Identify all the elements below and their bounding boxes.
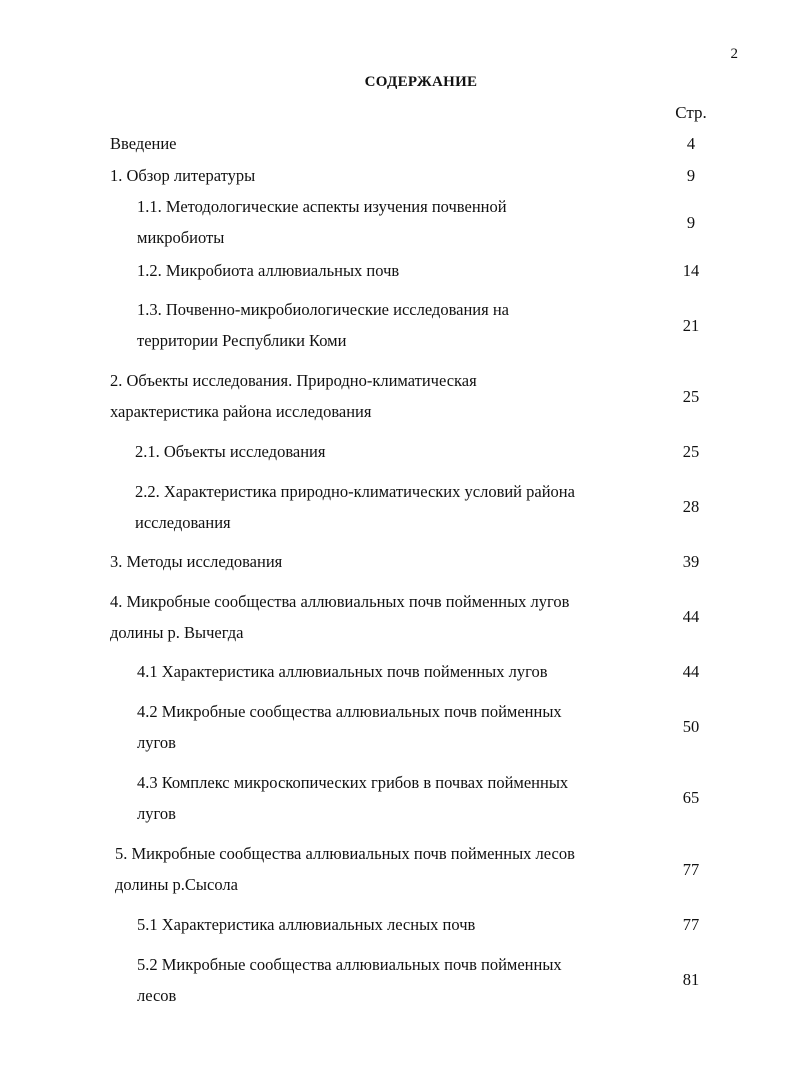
toc-entry-title: 1.2. Микробиота аллювиальных почв	[137, 261, 400, 280]
toc-entry-title-continued: лугов	[137, 804, 176, 823]
toc-entry-title: 1.1. Методологические аспекты изучения почвенной	[137, 197, 507, 216]
toc-entry-title: 5.2 Микробные сообщества аллювиальных почв пойменных	[137, 955, 562, 974]
toc-entry-page: 25	[682, 387, 700, 406]
toc-entry-title: 1. Обзор литературы	[110, 166, 256, 185]
toc-entry-title: 2. Объекты исследования. Природно-климатическая	[110, 371, 477, 390]
toc-entry-title-continued: долины р.Сысола	[115, 875, 238, 894]
toc-entry-page: 21	[682, 316, 700, 335]
toc-entry-title: 2.2. Характеристика природно-климатических условий района	[135, 482, 575, 501]
toc-entry-page: 25	[682, 442, 700, 461]
toc-entry-title-continued: микробиоты	[137, 228, 225, 247]
toc-entry-page: 9	[686, 213, 696, 232]
toc-entry	[0, 128, 796, 160]
toc-entry-title-continued: исследования	[135, 513, 231, 532]
toc-entry-title: 4.3 Комплекс микроскопических грибов в почвах пойменных	[137, 773, 569, 792]
toc-entry	[0, 436, 796, 468]
toc-entry-title-continued: лесов	[137, 986, 177, 1005]
toc-entry-page: 28	[682, 497, 700, 516]
toc-entry	[0, 160, 796, 192]
toc-entry-title-continued: территории Республики Коми	[137, 331, 347, 350]
toc-entry-page: 44	[682, 662, 700, 681]
page-column-header: Стр.	[675, 103, 707, 122]
toc-entry-title: 4. Микробные сообщества аллювиальных почв пойменных лугов	[110, 592, 570, 611]
toc-entry-page: 77	[682, 860, 700, 879]
toc-entry-page: 81	[682, 970, 700, 989]
toc-entry-title: 5.1 Характеристика аллювиальных лесных почв	[137, 915, 476, 934]
toc-entry	[0, 838, 796, 901]
toc-entry-title: 4.1 Характеристика аллювиальных почв пойменных лугов	[137, 662, 548, 681]
toc-entry	[0, 767, 796, 830]
toc-entry-page: 14	[682, 261, 700, 280]
toc-entry	[0, 546, 796, 578]
toc-entry	[0, 909, 796, 941]
toc-entry	[0, 696, 796, 759]
toc-entry-title: 3. Методы исследования	[110, 552, 283, 571]
toc-entry-title: 2.1. Объекты исследования	[135, 442, 326, 461]
toc-entry-page: 65	[682, 788, 700, 807]
toc-entry-page: 39	[682, 552, 700, 571]
toc-entry-title-continued: лугов	[137, 733, 176, 752]
toc-entry-title-continued: долины р. Вычегда	[110, 623, 244, 642]
toc-entry	[0, 255, 796, 287]
toc-entry	[0, 586, 796, 649]
page-number: 2	[730, 46, 738, 62]
toc-entry	[0, 476, 796, 539]
toc-entry-page: 44	[682, 607, 700, 626]
toc-entry-title: 4.2 Микробные сообщества аллювиальных почв пойменных	[137, 702, 562, 721]
toc-entry-title-continued: характеристика района исследования	[110, 402, 372, 421]
toc-entry-title: 1.3. Почвенно-микробиологические исследования на	[137, 300, 509, 319]
toc-entry-page: 4	[686, 134, 696, 153]
toc-entry	[0, 294, 796, 357]
toc-entry-page: 9	[686, 166, 696, 185]
page-title: СОДЕРЖАНИЕ	[364, 74, 478, 90]
toc-entry	[0, 191, 796, 254]
toc-entry-title: 5. Микробные сообщества аллювиальных почв пойменных лесов	[115, 844, 575, 863]
toc-entry	[0, 365, 796, 428]
toc-entry-title: Введение	[110, 134, 177, 153]
toc-entry-page: 50	[682, 717, 700, 736]
toc-entry	[0, 949, 796, 1012]
toc-entry	[0, 656, 796, 688]
toc-entry-page: 77	[682, 915, 700, 934]
